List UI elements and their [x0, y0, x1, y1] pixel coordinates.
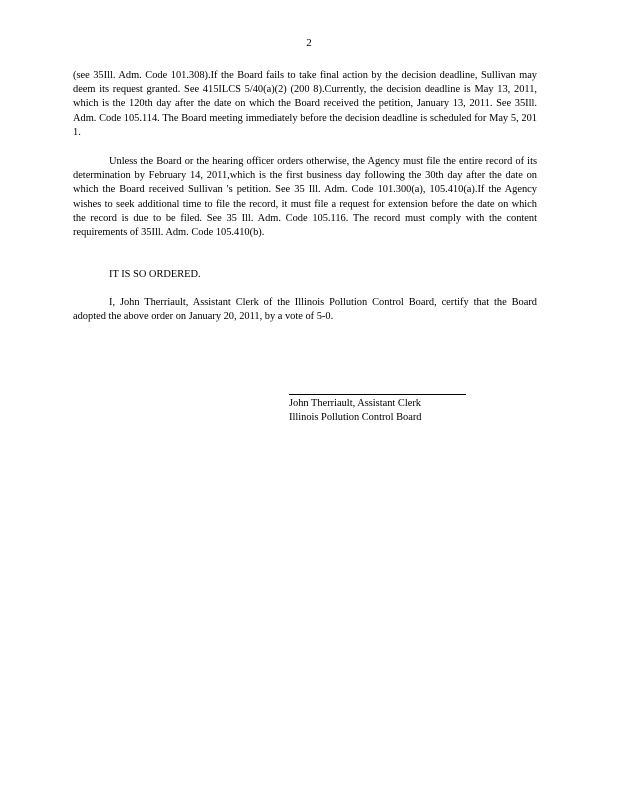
paragraph-decision-deadline: (see 35Ill. Adm. Code 101.308).If the Board fails to take final action by the decision deadline, Sullivan may deem its request granted. See 415ILCS 5/40(a)(2) (200 8).Currently, the decision deadline is May 13, 2011, which is the 120th day after the date on which the Board received the petition, January 13, 2011. See 35Ill. Adm. Code 105.114. The Board meeting immediately before the decision deadline is scheduled for May 5, 201 1.: [73, 70, 537, 138]
signature-block: [289, 394, 466, 425]
signatory-name-title: John Therriault, Assistant Clerk: [289, 398, 421, 409]
paragraph-certification: [73, 296, 537, 324]
paragraph-record-filing-text: Unless the Board or the hearing officer orders otherwise, the Agency must file the entire record of its determination by February 14, 2011,which is the first business day following the 30th day after the date on which the Board received Sullivan 's petition. See 35 Ill. Adm. Code 101.300(a), 105.410(a).If the Agency wishes to seek additional time to file the record, it must file a request for extension before the date on which the record is due to be filed. See 35 Ill. Adm. Code 105.116. The record must comply with the content requirements of 35Ill. Adm. Code 105.410(b).: [73, 156, 537, 239]
page-number: 2: [306, 37, 312, 49]
paragraph-record-filing: [73, 155, 537, 240]
paragraph-certification-text: I, John Therriault, Assistant Clerk of the Illinois Pollution Control Board, certify that the Board adopted the above order on January 20, 2011, by a vote of 5-0.: [73, 297, 537, 323]
signature-line: [289, 394, 466, 395]
signatory-organization: Illinois Pollution Control Board: [289, 412, 422, 424]
so-ordered-statement: IT IS SO ORDERED.: [109, 269, 201, 280]
